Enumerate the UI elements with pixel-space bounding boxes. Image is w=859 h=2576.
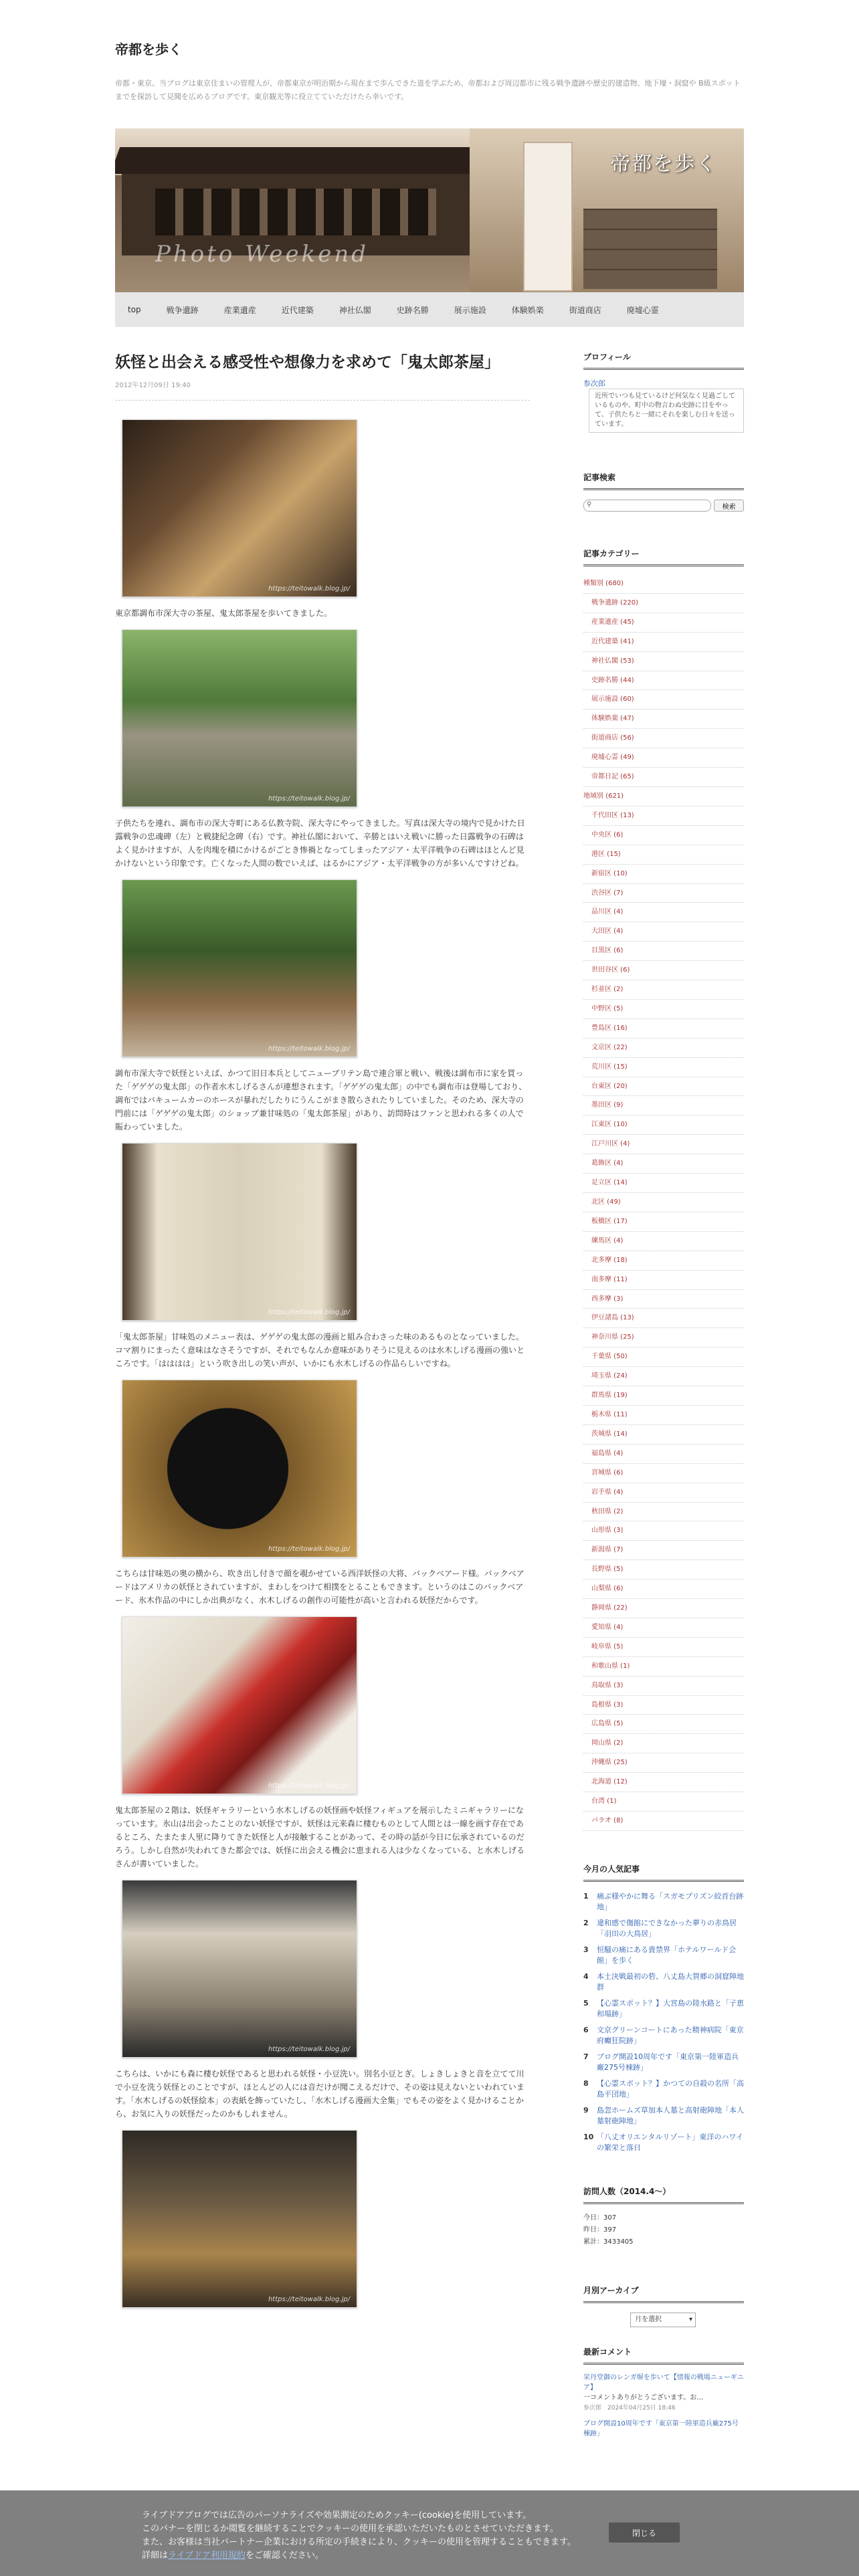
profile-heading: プロフィール: [583, 351, 744, 370]
category-item[interactable]: 西多摩 (3): [583, 1290, 744, 1309]
popular-title-link[interactable]: 【心霊スポット？】大宮島の陸水路と「子恵和場跡」: [597, 1998, 744, 2018]
popular-item[interactable]: [583, 1918, 744, 1939]
nav-item-entertainment[interactable]: 体験娯楽: [511, 305, 544, 315]
comment-item: [583, 2373, 744, 2413]
category-item[interactable]: 港区 (15): [583, 845, 744, 865]
category-item[interactable]: 杉並区 (2): [583, 980, 744, 1000]
category-item[interactable]: 近代建築 (41): [583, 633, 744, 652]
cookie-line: ライブドアブログでは広告のパーソナライズや効果測定のためクッキー(cookie)を使用しています。: [142, 2510, 532, 2520]
category-item[interactable]: 品川区 (4): [583, 903, 744, 922]
category-item[interactable]: 史跡名勝 (44): [583, 671, 744, 691]
category-item[interactable]: 山梨県 (6): [583, 1580, 744, 1599]
category-item[interactable]: 広島県 (5): [583, 1715, 744, 1734]
category-item[interactable]: パラオ (8): [583, 1812, 744, 1831]
category-item[interactable]: 板橋区 (17): [583, 1212, 744, 1232]
popular-title-link[interactable]: 恒騒の痛にある貴禁界「ホテルワールド会館」を歩く: [597, 1945, 737, 1965]
category-item[interactable]: 足立区 (14): [583, 1174, 744, 1193]
popular-title-link[interactable]: 痛ぶ様やかに舞る「スガモプリズン絞首台跡地」: [597, 1891, 744, 1911]
archive-heading: 月別アーカイブ: [583, 2284, 744, 2303]
banner-stone-blocks: [583, 209, 717, 289]
photo-watermark: https://teitowalk.blog.jp/: [268, 2046, 350, 2053]
photo-menu[interactable]: [122, 1143, 357, 1321]
category-item[interactable]: 群馬県 (19): [583, 1386, 744, 1406]
photo-azukiarai[interactable]: [122, 1880, 357, 2058]
category-item[interactable]: 江東区 (10): [583, 1115, 744, 1135]
category-item[interactable]: 神社仏閣 (53): [583, 652, 744, 671]
cookie-text: [142, 2509, 624, 2563]
category-item[interactable]: 目黒区 (6): [583, 942, 744, 961]
visits-total: 累計：3433405: [583, 2238, 634, 2246]
cookie-line: [142, 2549, 624, 2563]
category-item[interactable]: 新宿区 (10): [583, 865, 744, 884]
category-item[interactable]: 岐阜県 (5): [583, 1638, 744, 1657]
cookie-close-button[interactable]: 閉じる: [609, 2523, 680, 2543]
banner-script-text: Photo Weekend: [155, 241, 369, 267]
search-button[interactable]: 検索: [714, 500, 744, 512]
category-item[interactable]: 廃墟心霊 (49): [583, 748, 744, 768]
category-item[interactable]: 新潟県 (7): [583, 1541, 744, 1560]
nav-item-modern-architecture[interactable]: 近代建築: [281, 305, 314, 315]
profile-text: 近所でいつも見ているけど何気なく見過ごしているものや、町中の物言わぬ史跡に目をやって、子供たちと一緒にそれを楽しむ日々を送っています。: [589, 389, 744, 433]
global-nav: [115, 292, 744, 327]
category-list: [583, 574, 744, 1831]
category-item[interactable]: 北海道 (12): [583, 1773, 744, 1792]
post-paragraph: 子供たちを連れ、調布市の深大寺町にある仏教寺院、深大寺にやってきました。写真は深大寺の境内で見かけた日露戦争の忠魂碑（左）と戦捷紀念碑（右）です。神社仏閣において、辛勝とはいえ戦いに勝った日露戦争の石碑はよく見かけますが、人を肉塊を積にかけるがごとき惨禍となってしまったアジア・太平洋戦争の石碑はほとんど見かけないという印象です。亡くなった人間の数でいえば、はるかにアジア・太平洋戦争の方が多いんですけどね。: [115, 819, 525, 868]
post-paragraph: こちらは甘味処の奥の横から、吹き出し付きで顔を覗かせている西洋妖怪の大将、バックベアード様。バックベアードはアメリカの妖怪とされていますが、まわしをつけて相撲をとることもできます。というのはこのバックベアード、氷木作品の中にしか出典がなく、水木しげるの創作の可能性が高いと言われる妖怪だからです。: [115, 1569, 524, 1605]
nav-item-top[interactable]: top: [128, 305, 141, 314]
photo-watermark: https://teitowalk.blog.jp/: [268, 1782, 350, 1790]
search-icon: ⚲: [587, 501, 592, 508]
post-paragraph: 調布市深大寺で妖怪といえば、かつて旧日本兵としてニューブリテン島で連合軍と戦い、戦後は調布市に家を買った「ゲゲゲの鬼太郎」の作者水木しげるさんが連想されます。「ゲゲゲの鬼太郎」の中でも調布市は登場しており、調布ではバキュームカーのホースが暴れだしたりにうんこがまき散らされたりしていました。そのため、深大寺の門前には「ゲゲゲの鬼太郎」のショップ兼甘味処の「鬼太郎茶屋」があり、訪問時はファンと思われる多くの人で賑わっていました。: [115, 1069, 527, 1132]
post-paragraph: 東京都調布市深大寺の茶屋、鬼太郎茶屋を歩いてきました。: [115, 609, 332, 618]
photo-war-monuments[interactable]: [122, 629, 357, 807]
nav-item-ruins-haunted[interactable]: 廃墟心霊: [626, 305, 659, 315]
category-item[interactable]: 長野県 (5): [583, 1560, 744, 1580]
category-item[interactable]: 体験娯楽 (47): [583, 710, 744, 729]
category-item[interactable]: 南多摩 (11): [583, 1271, 744, 1290]
popular-item[interactable]: [583, 2105, 744, 2127]
archive-select[interactable]: [630, 2313, 696, 2327]
category-item[interactable]: 鳥取県 (3): [583, 1677, 744, 1696]
photo-kitaro-chaya-front[interactable]: [122, 879, 357, 1057]
popular-rank: 10: [583, 2132, 594, 2141]
cookie-line-pre: 詳細は: [142, 2551, 169, 2561]
category-item[interactable]: 中央区 (6): [583, 826, 744, 845]
visits-heading: 訪問人数（2014.4～）: [583, 2185, 744, 2204]
category-item[interactable]: 秋田県 (2): [583, 1503, 744, 1522]
category-item[interactable]: 台湾 (1): [583, 1792, 744, 1812]
category-item[interactable]: 戦争遺跡 (220): [583, 594, 744, 613]
popular-rank: 9: [583, 2105, 589, 2115]
post-paragraph: 鬼太郎茶屋の２階は、妖怪ギャラリーという水木しげるの妖怪画や妖怪フィギュアを展示したミニギャラリーになっています。氷山は出会ったことのない妖怪ですが、妖怪は元来森に棲むものとして人間とは一線を画す存在であるところ、たまたま人里に降りてきた妖怪と人が接触することがあって、その時の話が今日に伝承されているのだろう。しかし自然が失われてきた都会では、妖怪に出会える機会に恵まれる人は少なくなっている、と水木しげるさんが書いていました。: [115, 1806, 525, 1868]
popular-rank: 1: [583, 1891, 589, 1901]
popular-title-link[interactable]: 本土決戦最初の砦、八丈島大賀郷の洞窟陣地群: [597, 1971, 744, 1992]
post-paragraph: 「鬼太郎茶屋」甘味処のメニュー表は、ゲゲゲの鬼太郎の漫画と組み合わさった味のあるものとなっていました。コマ割りにまったく意味はなさそうですが、それでもなんか意味がありそうに見えるのは水木しげる漫画の強いところです。「はははは」という吹き出しの笑い声が、いかにも水木しげるの作品らしいですね。: [115, 1332, 525, 1368]
category-item[interactable]: 荒川区 (15): [583, 1058, 744, 1077]
category-item[interactable]: 展示施設 (60): [583, 690, 744, 710]
post-title[interactable]: 妖怪と出会える感受性や想像力を求めて「鬼太郎茶屋」: [115, 354, 500, 371]
photo-watermark: https://teitowalk.blog.jp/: [268, 1045, 350, 1053]
popular-rank: 8: [583, 2078, 589, 2088]
comment-list: [583, 2373, 744, 2439]
comment-item: [583, 2419, 744, 2439]
category-item[interactable]: 葛飾区 (4): [583, 1154, 744, 1174]
nav-item-industrial[interactable]: 産業遺産: [223, 305, 256, 315]
popular-item[interactable]: [583, 1998, 744, 2020]
category-item[interactable]: 島根県 (3): [583, 1696, 744, 1715]
nav-item-war-ruins[interactable]: 戦争遺跡: [166, 305, 199, 315]
popular-item[interactable]: [583, 2132, 744, 2153]
chevron-down-icon: ▾: [688, 2315, 692, 2323]
popular-rank: 5: [583, 1998, 589, 2008]
popular-item[interactable]: [583, 1891, 744, 1913]
visits-today: 今日：307: [583, 2214, 617, 2222]
category-item[interactable]: 中野区 (5): [583, 1000, 744, 1019]
comment-article-link[interactable]: 栄丹堂御のレンガ塀を歩いて【情報の戦場ニューギニア】: [583, 2373, 744, 2391]
comment-meta: 参次郎 2024年04月25日 18:46: [583, 2404, 676, 2411]
banner-windows: [155, 189, 436, 235]
popular-rank: 4: [583, 1971, 589, 1981]
category-item[interactable]: 埼玉県 (24): [583, 1367, 744, 1386]
category-item[interactable]: 沖縄県 (25): [583, 1753, 744, 1773]
category-item[interactable]: 福島県 (4): [583, 1444, 744, 1464]
category-item[interactable]: 帝都日記 (65): [583, 768, 744, 787]
header-banner[interactable]: [115, 128, 744, 292]
popular-title-link[interactable]: ブログ開設10周年です「東京第一陸軍造兵廠275号棟跡」: [597, 2052, 739, 2072]
category-item[interactable]: 産業遺産 (45): [583, 613, 744, 633]
banner-pillar: [523, 142, 573, 292]
category-item[interactable]: 街道商店 (56): [583, 729, 744, 748]
photo-watermark: https://teitowalk.blog.jp/: [268, 1545, 350, 1553]
popular-title-link[interactable]: 島忽ホームズ草加本人墓と高射砲陣地「本人墓射砲陣地」: [597, 2105, 744, 2125]
search-heading: 記事検索: [583, 471, 744, 490]
category-item[interactable]: 大田区 (4): [583, 922, 744, 942]
cookie-line: また、お客様は当社パートナー企業における所定の手続きにより、クッキーの使用を管理することもできます。: [142, 2537, 576, 2547]
popular-item[interactable]: [583, 1971, 744, 1993]
category-item[interactable]: 伊豆諸島 (13): [583, 1309, 744, 1328]
popular-title-link[interactable]: 文京グリーンコートにあった精神病院「東京府癲狂院跡」: [597, 2025, 744, 2045]
cookie-banner: [0, 2490, 859, 2576]
photo-watermark: https://teitowalk.blog.jp/: [268, 1309, 350, 1316]
popular-item[interactable]: [583, 2025, 744, 2046]
category-item[interactable]: 愛知県 (4): [583, 1618, 744, 1638]
category-heading: 記事カテゴリー: [583, 548, 744, 566]
photo-backbeard[interactable]: [122, 1380, 357, 1558]
category-item[interactable]: 千葉県 (50): [583, 1348, 744, 1367]
profile-name-link[interactable]: 参次郎: [583, 379, 605, 388]
photo-watermark: https://teitowalk.blog.jp/: [268, 795, 350, 802]
category-item[interactable]: 神奈川県 (25): [583, 1328, 744, 1348]
category-item[interactable]: 静岡県 (22): [583, 1599, 744, 1618]
comments-heading: 最新コメント: [583, 2346, 744, 2365]
category-item[interactable]: 台東区 (20): [583, 1077, 744, 1097]
category-item[interactable]: 地域別 (621): [583, 787, 744, 807]
popular-heading: 今月の人気記事: [583, 1863, 744, 1882]
comment-excerpt: 一コメントありがとうございます。お…: [583, 2393, 704, 2401]
popular-title-link[interactable]: 違和感で傷館にできなかった夢りの赤鳥居「羽田の大鳥居」: [597, 1918, 737, 1938]
banner-roof: [115, 147, 494, 174]
post-divider: [115, 400, 530, 401]
comment-article-link[interactable]: ブログ開設10周年です「東京第一陸軍造兵廠275号棟跡」: [583, 2420, 739, 2438]
category-item[interactable]: 栃木県 (11): [583, 1406, 744, 1425]
popular-rank: 6: [583, 2025, 589, 2034]
cookie-line: このバナーを閉じるか閲覧を継続することでクッキーの使用を承認いただいたものとさせていただきます。: [142, 2524, 559, 2534]
category-item[interactable]: 文京区 (22): [583, 1039, 744, 1058]
blog-title[interactable]: 帝都を歩く: [115, 41, 182, 58]
nav-item-shrines[interactable]: 神社仏閣: [339, 305, 371, 315]
category-item[interactable]: 岡山県 (2): [583, 1734, 744, 1753]
popular-item[interactable]: [583, 1945, 744, 1966]
popular-rank: 7: [583, 2052, 589, 2061]
cookie-line-post: をご確認ください。: [245, 2551, 324, 2561]
main-content: [115, 351, 530, 2308]
popular-title-link[interactable]: 「八丈オリエンタルリゾート」東洋のハワイの繁栄と落日: [597, 2132, 744, 2152]
post-date: 2012年12月09日 19:40: [115, 382, 191, 389]
category-item[interactable]: 世田谷区 (6): [583, 961, 744, 980]
search-row: [583, 500, 744, 512]
photo-watermark: https://teitowalk.blog.jp/: [268, 585, 350, 593]
photo-kitaro-figures[interactable]: [122, 419, 357, 597]
visits-yesterday: 昨日：397: [583, 2226, 617, 2234]
photo-umbrella-yokai[interactable]: [122, 1616, 357, 1794]
photo-yokai-figure[interactable]: [122, 2130, 357, 2308]
category-item[interactable]: 江戸川区 (4): [583, 1135, 744, 1154]
popular-item[interactable]: [583, 2052, 744, 2073]
category-item[interactable]: 種類別 (680): [583, 574, 744, 594]
category-item[interactable]: 渋谷区 (7): [583, 884, 744, 903]
category-item[interactable]: 山形県 (3): [583, 1521, 744, 1541]
category-item[interactable]: 千代田区 (13): [583, 807, 744, 826]
category-item[interactable]: 岩手県 (4): [583, 1483, 744, 1503]
popular-item[interactable]: [583, 2078, 744, 2100]
category-item[interactable]: 北多摩 (18): [583, 1251, 744, 1271]
terms-link[interactable]: ライブドア利用規約: [168, 2551, 246, 2561]
popular-rank: 3: [583, 1945, 589, 1954]
popular-list: [583, 1891, 744, 2153]
category-item[interactable]: 豊島区 (16): [583, 1019, 744, 1039]
visits-counter: [583, 2212, 744, 2248]
category-item[interactable]: 練馬区 (4): [583, 1232, 744, 1251]
post-paragraph: こちらは、いかにも森に棲む妖怪であると思われる妖怪・小豆洗い。別名小豆とぎ。しょきしょきと音を立てて川で小豆を洗う妖怪とのことですが、ほとんどの人には音だけが聞こえるだけで、その姿は見えないといわれています。「水木しげるの妖怪絵本」の表紙を飾っていたし、「水木しげる漫画大全集」でもその姿をよく見かけることから、お気に入りの妖怪だったのかもしれません。: [115, 2069, 524, 2119]
banner-logo: 帝都を歩く: [610, 152, 717, 176]
category-item[interactable]: 茨城県 (14): [583, 1425, 744, 1444]
category-item[interactable]: 和歌山県 (1): [583, 1657, 744, 1677]
popular-title-link[interactable]: 【心霊スポット？】かつての自殺の名所「高島平団地」: [597, 2078, 744, 2099]
category-item[interactable]: 墨田区 (9): [583, 1096, 744, 1115]
search-input[interactable]: [583, 500, 711, 512]
nav-item-exhibitions[interactable]: 展示施設: [454, 305, 486, 315]
sidebar: [583, 351, 744, 2444]
archive-select-value: 月を選択: [635, 2315, 662, 2323]
popular-rank: 2: [583, 1918, 589, 1927]
blog-description: 帝都・東京。当ブログは東京住まいの管理人が、帝都東京が明治期から現在まで歩んできた道を学ぶため、帝都および周辺都市に残る戦争遺跡や歴史的建造物、地下壕・洞窟や B級スポットまでを探訪して見聞を広めるブログです。東京観光等に役立てていただけたら幸いです。: [115, 79, 741, 101]
category-item[interactable]: 宮城県 (6): [583, 1464, 744, 1483]
photo-watermark: https://teitowalk.blog.jp/: [268, 2296, 350, 2303]
nav-item-historic-sites[interactable]: 史跡名勝: [396, 305, 429, 315]
category-item[interactable]: 北区 (49): [583, 1193, 744, 1212]
nav-item-shops[interactable]: 街道商店: [569, 305, 601, 315]
